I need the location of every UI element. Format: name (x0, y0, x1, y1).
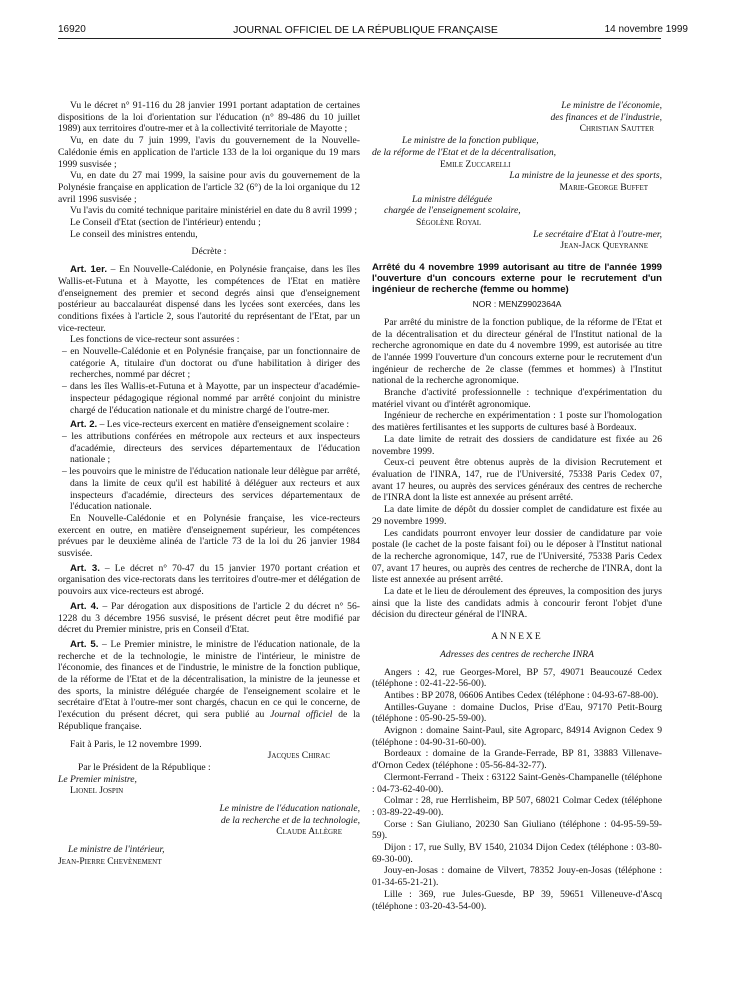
list-item: Avignon : domaine Saint-Paul, site Agroparc, 84914 Avignon Cedex 9 (téléphone : 04-90-31-60-00). (372, 725, 662, 748)
journal-title: JOURNAL OFFICIEL DE LA RÉPUBLIQUE FRANÇAISE (233, 24, 498, 36)
article-label: Art. 5. (70, 638, 99, 650)
article-paragraph: Les fonctions de vice-recteur sont assurées : (70, 334, 240, 346)
article-5 (58, 639, 360, 733)
article-2 (58, 419, 360, 431)
article-text: – Les vice-recteurs exercent en matière d'enseignement scolaire : (97, 419, 350, 431)
arrete-paragraph: Les candidats pourront envoyer leur dossier de candidature par voie postale (le cachet de la poste faisant foi) ou le déposer à l'Institut national de la recherche agronomique, 147, rue de l'Université, 75338 Paris Cedex 07, avant 17 heures, ou auprès des centres de recherche de l'INRA, dont la liste est annexée au présent arrêté. (372, 527, 662, 586)
list-item: Angers : 42, rue Georges-Morel, BP 57, 49071 Beaucouzé Cedex (téléphone : 02-41-22-56-00). (372, 666, 662, 690)
annexe-subtitle: Adresses des centres de recherche INRA (440, 648, 594, 660)
article-label: Art. 1er. (70, 264, 107, 276)
signatory-title: des finances et de l'industrie, (550, 111, 662, 123)
article-text: – Le décret n° 70-47 du 15 janvier 1970 portant création et organisation des vice-rectorats dans les territoires d'outre-mer et délégation de pouvoirs aux vice-recteurs est abrogé. (58, 562, 360, 598)
signatory-name: Claude Allègre (276, 826, 342, 838)
list-item: Corse : San Giuliano, 20230 San Giuliano (téléphone : 04-95-59-59-59). (372, 818, 662, 842)
signature-intro: Par le Président de la République : (78, 761, 211, 773)
article-paragraph: En Nouvelle-Calédonie et en Polynésie française, les vice-recteurs exercent en outre, en matière d'enseignement supérieur, les compétences prévues par le deuxième alinéa de l'article 73 de la loi du 26 janvier 1984 susvisée. (58, 512, 360, 560)
signatory-name: Lionel Jospin (70, 785, 124, 797)
arrete-title: Arrêté du 4 novembre 1999 autorisant au titre de l'année 1999 l'ouverture d'un concours externe pour le recrutement d'un ingénieur de recherche (femme ou homme) (372, 262, 662, 296)
signatory-title: Le Premier ministre, (58, 773, 137, 785)
arrete-paragraph: La date et le lieu de déroulement des épreuves, la composition des jurys ainsi que la liste des candidats admis à concourir feront l'objet d'une décision du directeur général de l'INRA. (372, 586, 662, 621)
list-item: Jouy-en-Josas : domaine de Vilvert, 78352 Jouy-en-Josas (téléphone : 01-34-65-21-21). (372, 865, 662, 889)
address-list (372, 667, 662, 913)
signatory-title: Le ministre de l'économie, (561, 100, 662, 111)
list-item: Bordeaux : domaine de la Grande-Ferrade, BP 81, 33883 Villenave-d'Ornon Cedex (téléphone : 05-56-84-32-77). (372, 748, 662, 772)
signatory-title: Le secrétaire d'Etat à l'outre-mer, (533, 228, 662, 240)
article-4 (58, 601, 360, 636)
article-text: – Le Premier ministre, le ministre de l'éducation nationale, de la recherche et de la technologie, le ministre de l'intérieur, le ministre de l'économie, des finances et de l'industrie, le ministre de la fonction publique, de la réforme de l'Etat et de la décentralisation, la ministre de la jeunesse et des sports, la ministre déléguée chargée de l'enseignement scolaire et le secrétaire d'Etat à l'outre-mer sont chargés, chacun en ce qui le concerne, de l'exécution du présent décret, qui sera publié au (58, 638, 360, 721)
signatory-title: chargée de l'enseignement scolaire, (384, 205, 521, 217)
signatory-name: Jean-Jack Queyranne (560, 240, 648, 252)
list-item: – dans les îles Wallis-et-Futuna et à Mayotte, par un inspecteur d'académie-inspecteur pédagogique régional nommé par arrêté conjoint du ministre chargé de l'éducation nationale et du ministre chargé de l'outre-mer. (62, 381, 360, 416)
list-item: Antibes : BP 2078, 06606 Antibes Cedex (téléphone : 04-93-67-88-00). (384, 689, 659, 701)
right-column (372, 100, 662, 912)
list-item: Lille : 369, rue Jules-Guesde, BP 39, 59651 Villeneuve-d'Ascq (téléphone : 03-20-43-54-00). (372, 888, 662, 912)
left-column (58, 100, 360, 868)
signatory-name: Ségolène Royal (416, 217, 482, 229)
signatory-title: Le ministre de la fonction publique, (402, 135, 539, 147)
arrete-paragraph: Par arrêté du ministre de la fonction publique, de la réforme de l'Etat et de la décentralisation et du directeur général de l'Institut national de la recherche agronomique en date du 4 novembre 1999, est autorisée au titre de l'année 1999 l'ouverture d'un concours externe pour le recrutement d'un ingénieur de recherche de 2e classe (femmes et hommes) à l'Institut national de la recherche agronomique. (372, 316, 662, 387)
article-label: Art. 2. (70, 419, 98, 431)
arrete-paragraph: La date limite de retrait des dossiers de candidature est fixée au 26 novembre 1999. (372, 433, 662, 457)
signatory-title: La ministre de la jeunesse et des sports, (509, 170, 662, 182)
signatory-name: Emile Zuccarelli (440, 158, 511, 170)
article-label: Art. 4. (70, 600, 99, 612)
issue-date: 14 novembre 1999 (604, 24, 688, 35)
signature-date: Fait à Paris, le 12 novembre 1999. (70, 738, 202, 750)
decrete-heading: Décrète : (191, 246, 227, 258)
list-item: Clermont-Ferrand - Theix : 63122 Saint-Genès-Champanelle (téléphone : 04-73-62-40-00). (372, 771, 662, 795)
signatory-title: Le ministre de l'éducation nationale, (219, 803, 360, 815)
visa-paragraph: Vu l'avis du comité technique paritaire ministériel en date du 8 avril 1999 ; (70, 205, 358, 217)
signatory-title: Le ministre de l'intérieur, (68, 844, 165, 856)
journal-officiel-ref: Journal officiel (270, 709, 333, 721)
arrete-paragraph: Branche d'activité professionnelle : technique d'expérimentation du matériel vivant ou d'intérêt agronomique. (372, 387, 662, 410)
signatory-name: Marie-George Buffet (559, 181, 648, 193)
article-label: Art. 3. (70, 562, 100, 574)
signatory-name: Jean-Pierre Chevènement (58, 855, 162, 867)
article-1 (58, 264, 360, 334)
header-rule (58, 38, 661, 39)
page-header (0, 0, 731, 40)
list-item: – les pouvoirs que le ministre de l'éducation nationale leur délègue par arrêté, dans la limite de ceux qu'il est habilité à déléguer aux recteurs et aux inspecteurs d'académie, directeurs des services départementaux de l'éducation nationale. (62, 466, 360, 513)
signatory-title: La ministre déléguée (412, 193, 493, 205)
visa-paragraph: Le conseil des ministres entendu, (70, 228, 198, 240)
signatory-name: Christian Sautter (579, 123, 654, 135)
visa-paragraph: Le Conseil d'Etat (section de l'intérieur) entendu ; (70, 217, 261, 229)
arrete-paragraph: Ceux-ci peuvent être obtenus auprès de la division Recrutement et évaluation de l'INRA, 147, rue de l'Université, 75338 Paris Cedex 07, avant 17 heures, ou auprès des services généraux des centres de recherche de l'INRA dont la liste est annexée au présent arrêté. (372, 457, 662, 504)
list-item: – en Nouvelle-Calédonie et en Polynésie française, par un fonctionnaire de catégorie A, titulaire d'un doctorat ou d'une habilitation à diriger des recherches, nommé par décret ; (62, 346, 360, 381)
signatory-name: Jacques Chirac (267, 750, 330, 762)
visa-paragraph: Vu, en date du 7 juin 1999, l'avis du gouvernement de la Nouvelle-Calédonie émis en application de l'article 133 de la loi organique du 19 mars 1999 susvisée ; (58, 135, 360, 170)
list-item: Antilles-Guyane : domaine Duclos, Prise d'Eau, 97170 Petit-Bourg (téléphone : 05-90-25-59-00). (372, 701, 662, 725)
nor-reference: NOR : MENZ9902364A (472, 299, 562, 310)
article-text: – Par dérogation aux dispositions de l'article 2 du décret n° 56-1228 du 3 décembre 1956 susvisé, le présent décret peut être modifié par décret du Premier ministre, pris en Conseil d'Etat. (58, 600, 360, 636)
article-3 (58, 563, 360, 598)
page-number: 16920 (58, 24, 86, 35)
list-item: Colmar : 28, rue Herrlisheim, BP 507, 68021 Colmar Cedex (téléphone : 03-89-22-49-00). (372, 795, 662, 818)
arrete-paragraph: La date limite de dépôt du dossier complet de candidature est fixée au 29 novembre 1999. (372, 504, 662, 527)
visa-paragraph: Vu, en date du 27 mai 1999, la saisine pour avis du gouvernement de la Polynésie française en application de l'article 32 (6°) de la loi organique du 12 avril 1996 susvisée ; (58, 170, 360, 205)
annexe-heading: ANNEXE (491, 631, 543, 643)
list-item: Dijon : 17, rue Sully, BV 1540, 21034 Dijon Cedex (téléphone : 03-80-69-30-00). (372, 842, 662, 865)
arrete-paragraph: Ingénieur de recherche en expérimentation : 1 poste sur l'homologation des matières fertilisantes et les supports de cultures basé à Bordeaux. (372, 410, 662, 434)
article-text: – En Nouvelle-Calédonie, en Polynésie française, dans les îles Wallis-et-Futuna et à Mayotte, les compétences de l'Etat en matière d'enseignement des premier et second degrés ainsi que d'enseignement postérieur au baccalauréat dispensé dans les lycées sont exercées, dans les conditions fixées à l'article 2, sous l'autorité du représentant de l'Etat, par un vice-recteur. (58, 264, 361, 334)
signatory-title: de la recherche et de la technologie, (220, 814, 360, 826)
signatory-title: de la réforme de l'Etat et de la décentralisation, (372, 146, 557, 158)
visa-paragraph: Vu le décret n° 91-116 du 28 janvier 1991 portant adaptation de certaines dispositions de la loi d'orientation sur l'éducation (n° 89-486 du 10 juillet 1989) aux territoires d'outre-mer et à la collectivité territoriale de Mayotte ; (58, 100, 360, 135)
list-item: – les attributions conférées en métropole aux recteurs et aux inspecteurs d'académie, directeurs des services départementaux de l'éducation nationale ; (62, 430, 360, 466)
article-text: de la République française. (58, 709, 360, 732)
